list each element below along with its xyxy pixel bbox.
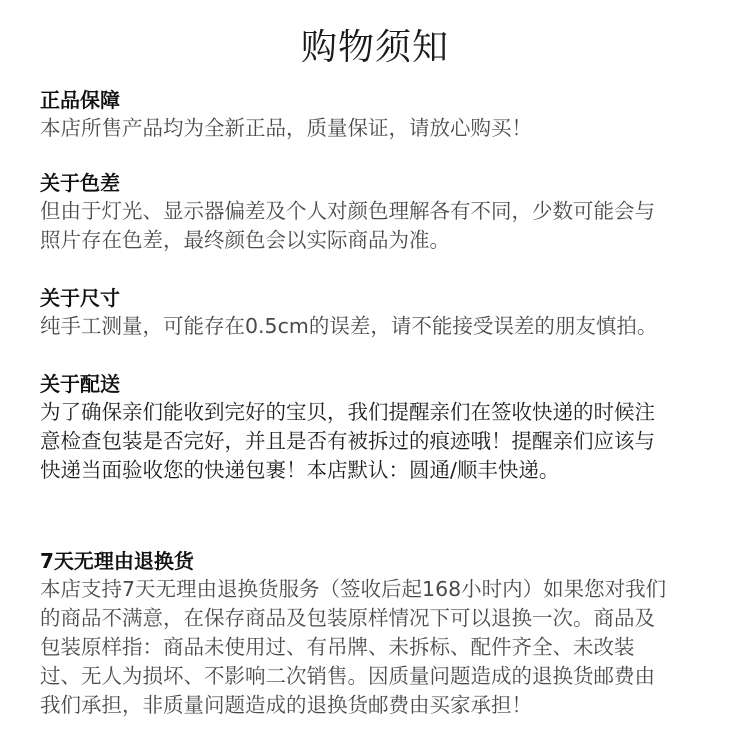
text-line: 但由于灯光、显示器偏差及个人对颜色理解各有不同，少数可能会与 [40,199,655,223]
section-heading: 7天无理由退换货 [40,549,194,573]
section-genuine-guarantee [40,86,730,143]
section-heading: 关于色差 [40,171,120,195]
text-line: 本店支持7天无理由退换货服务（签收后起168小时内）如果您对我们 [40,577,667,601]
section-text [40,197,730,255]
section-text [40,398,730,485]
text-line: 过、无人为损坏、不影响二次销售。因质量问题造成的退换货邮费由 [40,664,655,688]
section-size [40,284,730,341]
section-returns [40,547,730,720]
section-delivery [40,370,730,485]
text-line: 照片存在色差，最终颜色会以实际商品为准。 [40,228,450,252]
text-line: 纯手工测量，可能存在0.5cm的误差，请不能接受误差的朋友慎拍。 [40,314,658,338]
section-text [40,114,730,143]
text-line: 的商品不满意，在保存商品及包装原样情况下可以退换一次。商品及 [40,606,655,630]
section-heading: 正品保障 [40,88,120,112]
section-heading: 关于配送 [40,372,120,396]
text-line: 我们承担，非质量问题造成的退换货邮费由买家承担！ [40,693,532,717]
section-text [40,312,730,341]
text-line: 快递当面验收您的快递包裹！本店默认：圆通/顺丰快递。 [40,458,560,482]
text-line: 包装原样指：商品未使用过、有吊牌、未拆标、配件齐全、未改装 [40,635,635,659]
text-line: 意检查包装是否完好，并且是否有被拆过的痕迹哦！提醒亲们应该与 [40,429,655,453]
section-color-difference [40,169,730,255]
section-text [40,575,730,720]
text-line: 为了确保亲们能收到完好的宝贝，我们提醒亲们在签收快递的时候注 [40,400,655,424]
section-heading: 关于尺寸 [40,286,120,310]
page-title: 购物须知 [300,27,449,68]
text-line: 本店所售产品均为全新正品，质量保证，请放心购买！ [40,116,532,140]
